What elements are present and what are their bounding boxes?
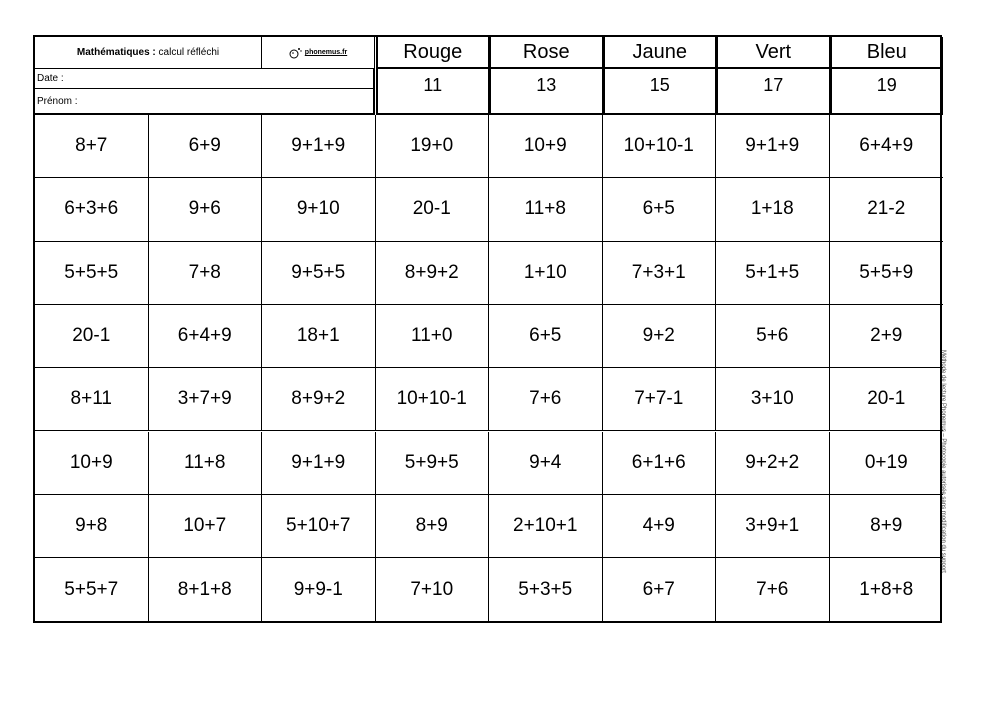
calc-cell[interactable]: 9+1+9: [262, 115, 376, 178]
calc-cell[interactable]: 7+10: [376, 558, 490, 621]
calc-cell[interactable]: 9+9-1: [262, 558, 376, 621]
color-label-jaune: Jaune: [603, 37, 717, 69]
worksheet-title: [35, 37, 262, 69]
calc-cell[interactable]: 2+10+1: [489, 495, 603, 558]
worksheet: [33, 35, 942, 623]
calc-cell[interactable]: 9+1+9: [262, 432, 376, 495]
calc-cell[interactable]: 6+7: [603, 558, 717, 621]
calc-cell[interactable]: 5+3+5: [489, 558, 603, 621]
calc-cell[interactable]: 8+7: [35, 115, 149, 178]
calc-cell[interactable]: 2+9: [830, 305, 944, 368]
date-field[interactable]: [35, 69, 375, 89]
calc-cell[interactable]: 1+8+8: [859, 578, 914, 600]
logo-mascot-icon: [289, 47, 303, 59]
calc-cell[interactable]: 19+0: [376, 115, 490, 178]
calc-cell[interactable]: 9+4: [489, 432, 603, 495]
calc-cell[interactable]: 7+6: [489, 368, 603, 431]
calc-cell[interactable]: 5+9+5: [376, 432, 490, 495]
calc-cell[interactable]: 10+9: [35, 432, 149, 495]
calc-cell[interactable]: 10+9: [489, 115, 603, 178]
calc-cell[interactable]: 6+5: [489, 305, 603, 368]
calc-cell[interactable]: 0+19: [830, 432, 944, 495]
color-label-rouge: Rouge: [376, 37, 490, 69]
calc-cell[interactable]: 5+1+5: [716, 242, 830, 305]
calc-cell[interactable]: 3+7+9: [149, 368, 263, 431]
calc-cell[interactable]: 5+5+5: [35, 242, 149, 305]
calc-cell[interactable]: 5+5+9: [830, 242, 944, 305]
copyright-note: Méthode de lecture Phonemus – Photocopie autorisée sans modification du support: [940, 350, 946, 573]
calc-cell[interactable]: 4+9: [603, 495, 717, 558]
calc-cell[interactable]: 21-2: [830, 178, 944, 241]
color-number-jaune: 15: [603, 69, 717, 115]
calc-cell[interactable]: 10+10-1: [376, 368, 490, 431]
calc-cell[interactable]: 11+0: [376, 305, 490, 368]
name-label: Prénom :: [37, 95, 78, 107]
calc-cell[interactable]: 9+1+9: [716, 115, 830, 178]
calc-cell[interactable]: 9+2: [603, 305, 717, 368]
calc-cell[interactable]: 7+6: [716, 558, 830, 621]
calc-cell[interactable]: 11+8: [149, 432, 263, 495]
calc-cell[interactable]: 8+9+2: [262, 368, 376, 431]
calc-cell[interactable]: 10+10-1: [603, 115, 717, 178]
calc-cell[interactable]: 3+9+1: [716, 495, 830, 558]
calc-cell[interactable]: 20-1: [830, 368, 944, 431]
color-number-rose: 13: [489, 69, 603, 115]
calc-cell[interactable]: 20-1: [35, 305, 149, 368]
date-label: Date :: [37, 73, 64, 84]
calc-cell[interactable]: 20-1: [376, 178, 490, 241]
title-topic: calcul réfléchi: [155, 47, 220, 58]
calc-cell[interactable]: 7+3+1: [603, 242, 717, 305]
calc-cell[interactable]: 8+9: [376, 495, 490, 558]
calc-cell[interactable]: 5+10+7: [262, 495, 376, 558]
color-label-rose: Rose: [489, 37, 603, 69]
color-number-vert: 17: [716, 69, 830, 115]
calc-cell[interactable]: 9+6: [149, 178, 263, 241]
name-field[interactable]: [35, 89, 375, 115]
color-label-vert: Vert: [716, 37, 830, 69]
calc-cell[interactable]: 6+1+6: [603, 432, 717, 495]
calc-cell[interactable]: 9+8: [35, 495, 149, 558]
calc-cell[interactable]: 1+10: [489, 242, 603, 305]
calc-cell[interactable]: 10+7: [149, 495, 263, 558]
logo-text: phonemus.fr: [304, 49, 348, 56]
phonemus-logo: [262, 37, 375, 69]
calc-cell[interactable]: 9+10: [262, 178, 376, 241]
calc-cell[interactable]: 6+3+6: [35, 178, 149, 241]
calc-cell[interactable]: 5+5+7: [35, 558, 149, 621]
color-number-rouge: 11: [376, 69, 490, 115]
calc-cell[interactable]: 6+4+9: [830, 115, 944, 178]
color-label-bleu: Bleu: [830, 37, 944, 69]
calc-cell[interactable]: 1+18: [716, 178, 830, 241]
calc-cell[interactable]: 8+9+2: [376, 242, 490, 305]
calc-cell[interactable]: 18+1: [262, 305, 376, 368]
calc-cell[interactable]: 9+5+5: [262, 242, 376, 305]
calc-cell[interactable]: 6+4+9: [149, 305, 263, 368]
calc-cell[interactable]: 5+6: [716, 305, 830, 368]
color-number-bleu: 19: [830, 69, 944, 115]
calc-cell[interactable]: 7+8: [149, 242, 263, 305]
title-subject: Mathématiques :: [76, 47, 156, 58]
calc-cell[interactable]: 8+11: [35, 368, 149, 431]
calc-cell[interactable]: 3+10: [716, 368, 830, 431]
calc-cell[interactable]: 6+5: [603, 178, 717, 241]
calc-cell[interactable]: 9+2+2: [716, 432, 830, 495]
calc-cell[interactable]: 6+9: [149, 115, 263, 178]
calc-cell[interactable]: 7+7-1: [603, 368, 717, 431]
calc-cell[interactable]: 8+1+8: [149, 558, 263, 621]
calc-cell[interactable]: 11+8: [489, 178, 603, 241]
calc-cell[interactable]: 8+9: [830, 495, 944, 558]
